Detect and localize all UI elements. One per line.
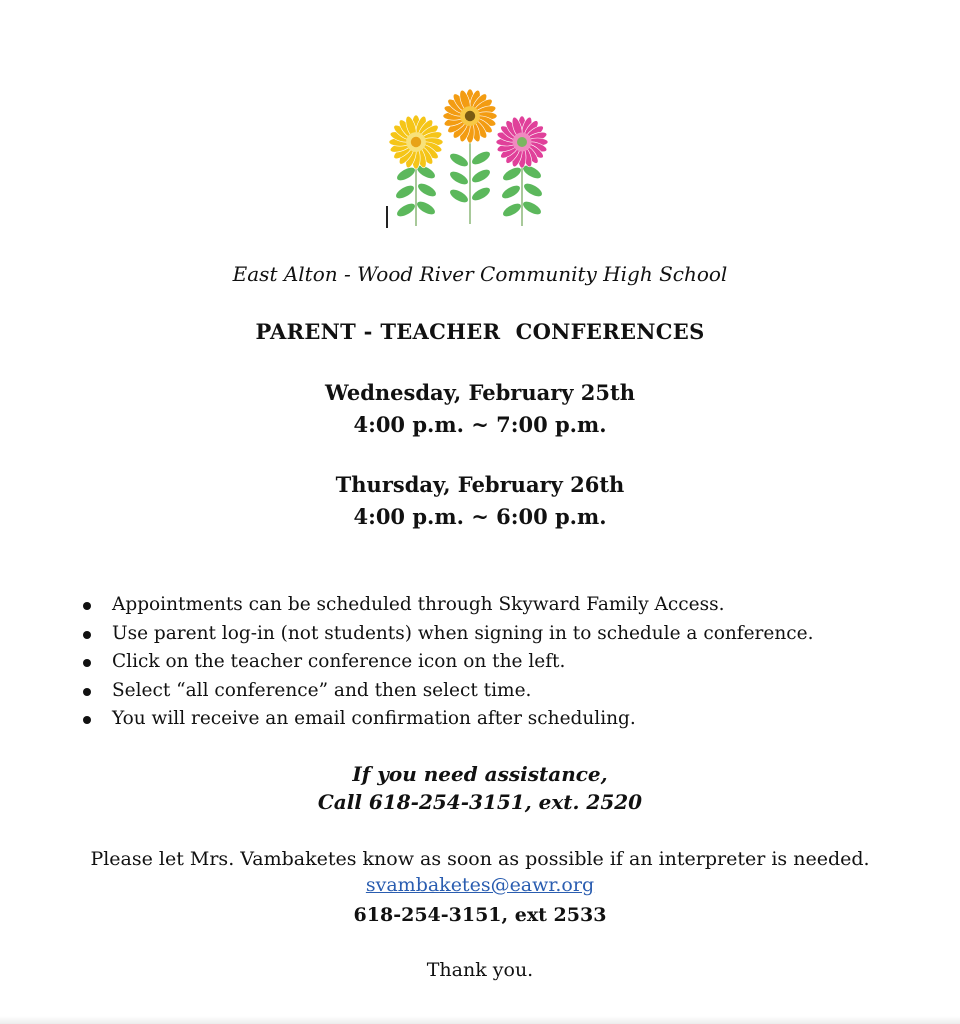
bullet-icon	[83, 602, 91, 610]
bullet-icon	[83, 688, 91, 696]
pink-flower-icon	[496, 116, 548, 168]
interpreter-phone: 618-254-3151, ext 2533	[353, 904, 607, 926]
page-title: PARENT - TEACHER CONFERENCES	[255, 319, 705, 344]
list-item	[82, 592, 813, 621]
list-item	[82, 649, 813, 678]
assistance-line-1: If you need assistance,	[352, 762, 608, 786]
flower-center	[465, 111, 475, 121]
email-line	[0, 874, 960, 896]
assistance-line-2: Call 618-254-3151, ext. 2520	[317, 790, 643, 814]
list-item-text: Appointments can be scheduled through Skyward Family Access.	[112, 594, 725, 615]
session-1-time: 4:00 p.m. ~ 7:00 p.m.	[353, 412, 607, 437]
bullet-icon	[83, 631, 91, 639]
closing-text: Thank you.	[426, 959, 534, 981]
bullet-icon	[83, 659, 91, 667]
page-bottom-edge	[0, 1016, 960, 1024]
list-item	[82, 621, 813, 650]
interpreter-note: Please let Mrs. Vambaketes know as soon as possible if an interpreter is needed.	[90, 848, 870, 870]
school-name: East Alton - Wood River Community High School	[232, 262, 728, 286]
orange-flower-icon	[443, 89, 497, 143]
list-item-text: Click on the teacher conference icon on the left.	[112, 651, 566, 672]
email-link[interactable]: svambaketes@eawr.org	[365, 874, 595, 896]
session-2-time: 4:00 p.m. ~ 6:00 p.m.	[353, 504, 607, 529]
list-item-text: You will receive an email confirmation after scheduling.	[112, 708, 636, 729]
flower-center	[411, 137, 421, 147]
list-item-text: Use parent log-in (not students) when signing in to schedule a conference.	[112, 622, 814, 644]
list-item-text: Select “all conference” and then select time.	[112, 679, 532, 701]
text-cursor	[386, 206, 388, 228]
list-item	[82, 678, 813, 707]
list-item	[82, 706, 813, 735]
session-2-date: Thursday, February 26th	[335, 472, 625, 497]
bullet-icon	[83, 716, 91, 724]
flower-center	[517, 137, 527, 147]
yellow-flower-icon	[389, 115, 443, 169]
instructions-list	[82, 592, 813, 735]
flowers-illustration	[384, 88, 556, 234]
session-1-date: Wednesday, February 25th	[325, 380, 635, 405]
